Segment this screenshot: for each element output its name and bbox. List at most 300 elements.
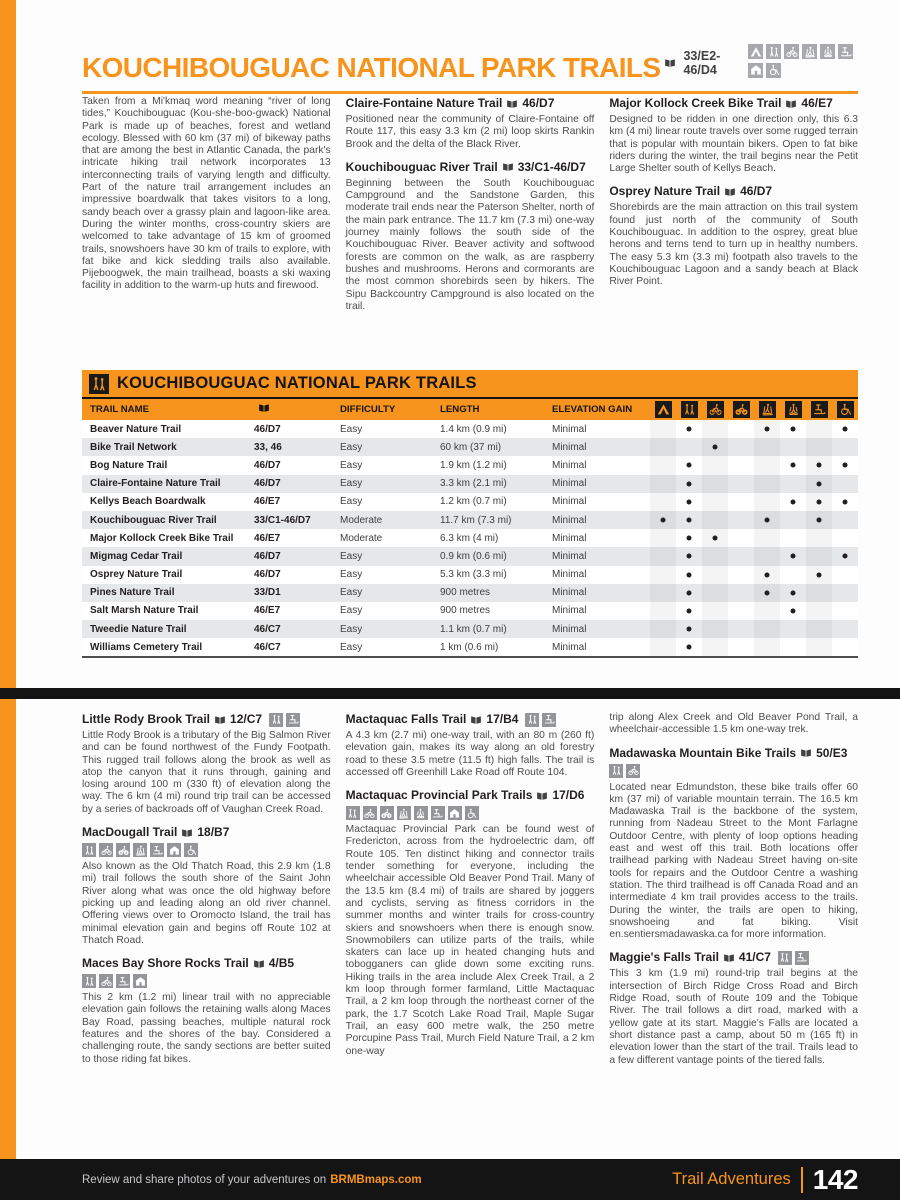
map-ref-cell: 46/C7 [254, 623, 281, 635]
article-title: Maggie's Falls Trail [609, 950, 719, 965]
article-map-ref: 46/E7 [801, 96, 833, 110]
activity-dot [791, 499, 796, 504]
trail-article [346, 712, 595, 779]
activity-cells [650, 529, 858, 547]
activity-cell [702, 475, 728, 493]
article-body: Mactaquac Provincial Park can be found west of Fredericton, across from the hydroelectric dam, off Route 105. Ten distinct hiking and connector trails tender something for everyone, including the wheelchair accessible Old Beaver Pond Trail. Many of the 13.5 km (8.4 mi) of trails are shared by joggers and cyclists, serving as fitness corridors in the summer months and winter trails for cross-country skiers and snowshoers when there is enough snow. Snowmobilers can utilize parts of the trails, while skaters can lace up in heated changing huts and tobogganers can glide down some exciting runs. Hiking trails in the area include Alex Creek Trail, a 2 km loop through former farmland, Little Mactaquac Trail, a 2 km loop through the northeast corner of the park, the 1.7 Scotch Lake Road Trail, Maple Sugar Trail, an easy 600 metre walk, the 250 metre Porcupine Pass Trail, Murch Field Nature Trail, a 2 km one-way [345, 824, 595, 1057]
article-map-ref: 12/C7 [230, 712, 263, 726]
col-header-activity-icons [650, 401, 858, 418]
cross-country-skiing-icon [397, 806, 411, 820]
left-edge-strip [0, 0, 16, 1159]
activity-cell [676, 529, 702, 547]
activity-dot [687, 481, 692, 486]
trail-name-cell: Williams Cemetery Trail [90, 641, 203, 653]
elevation-gain-cell: Minimal [552, 550, 587, 562]
text-column [82, 96, 331, 366]
activity-cell [754, 529, 780, 547]
activity-dot [791, 554, 796, 559]
activity-cell [676, 511, 702, 529]
difficulty-cell: Easy [340, 550, 363, 562]
article-title: MacDougall Trail [82, 825, 178, 840]
wheelchair-icon [465, 806, 479, 820]
activity-cell [676, 602, 702, 620]
length-cell: 3.3 km (2.1 mi) [440, 478, 507, 490]
activity-cell [676, 638, 702, 656]
article-heading [82, 825, 331, 840]
article-title: Claire-Fontaine Nature Trail [345, 96, 503, 110]
elevation-gain-cell: Minimal [552, 532, 587, 544]
activity-cell [702, 529, 728, 547]
activity-cell [702, 493, 728, 511]
activity-cell [806, 475, 832, 493]
activity-cell [806, 547, 832, 565]
activity-cell [676, 620, 702, 638]
article-heading [346, 160, 595, 175]
article-heading [609, 96, 858, 111]
activity-cell [754, 511, 780, 529]
activity-dot [843, 554, 848, 559]
table-row [82, 584, 858, 602]
activity-dot [791, 463, 796, 468]
activity-cell [702, 547, 728, 565]
trail-name-cell: Pines Nature Trail [90, 587, 175, 599]
activity-dot [817, 481, 822, 486]
article-heading [346, 96, 595, 111]
difficulty-cell: Easy [340, 423, 363, 435]
page-title: KOUCHIBOUGUAC NATIONAL PARK TRAILS [82, 52, 661, 83]
length-cell: 5.3 km (3.3 mi) [440, 569, 507, 581]
article-body: Designed to be ridden in one direction only, this 6.3 km (4 mi) linear route travels over some rugged terrain that is popular with mountain bikers. Open to fat bike riders during the winter, the trail begins near the Petit Large Shelter south of Kellys Beach. [609, 114, 858, 175]
activity-cell [832, 456, 858, 474]
activity-dot [687, 645, 692, 650]
activity-dot [791, 590, 796, 595]
table-title: KOUCHIBOUGUAC NATIONAL PARK TRAILS [117, 374, 477, 392]
text-column [346, 712, 595, 1154]
activity-cell [806, 584, 832, 602]
col-header-map [254, 402, 340, 417]
table-row [82, 475, 858, 493]
snowshoeing-icon [785, 401, 802, 418]
hiking-icon [82, 843, 96, 857]
activity-cell [806, 638, 832, 656]
elevation-gain-cell: Minimal [552, 441, 587, 453]
map-ref-cell: 46/E7 [254, 605, 281, 617]
difficulty-cell: Easy [340, 605, 363, 617]
header-map-badge [660, 44, 858, 84]
article-body: Shorebirds are the main attraction on this trail system found just north of the community of South Kouchibouguac. In addition to the osprey, great blue herons and terns tend to turn up in healthy numbers. The easy 5.3 km (3.3 mi) footpath also travels to the Kouchibouguac Lagoon and a sandy beach at Black River Point. [609, 202, 858, 288]
activity-cells [650, 638, 858, 656]
trails-table [82, 370, 858, 658]
trail-article [346, 788, 595, 1058]
page-number: 142 [812, 1163, 858, 1195]
activity-dot [687, 608, 692, 613]
table-row [82, 529, 858, 547]
activity-cell [728, 456, 754, 474]
article-heading [609, 184, 858, 199]
length-cell: 1.9 km (1.2 mi) [440, 459, 507, 471]
activity-dot [687, 590, 692, 595]
table-row [82, 438, 858, 456]
length-cell: 60 km (37 mi) [440, 441, 502, 453]
activity-cell [806, 602, 832, 620]
text-column [609, 96, 858, 366]
activity-cell [650, 602, 676, 620]
difficulty-cell: Easy [340, 441, 363, 453]
map-book-icon [799, 747, 813, 759]
article-activity-icons [269, 713, 303, 727]
article-body: Also known as the Old Thatch Road, this 2.9 km (1.8 mi) trail follows the south shore of the Saint John River along what was once the old highway before picking up and leading along an old river channel. Offering views over to Oromocto Island, the trail has minimal elevation gain and begins off Route 102 at Thatch Road. [82, 861, 331, 946]
camping-icon [748, 44, 763, 59]
header-map-ref: 33/E2-46/D4 [683, 48, 721, 77]
activity-cell [806, 620, 832, 638]
article-map-ref: 17/D6 [552, 788, 585, 803]
map-book-icon [723, 186, 737, 198]
elevation-gain-cell: Minimal [552, 496, 587, 508]
elevation-gain-cell: Minimal [552, 605, 587, 617]
biking-icon [363, 806, 377, 820]
activity-cell [754, 456, 780, 474]
kick-sledding-icon [811, 401, 828, 418]
footer-page-info [672, 1164, 858, 1196]
activity-cell [650, 529, 676, 547]
activity-cell [676, 584, 702, 602]
activity-cell [780, 602, 806, 620]
activity-cell [832, 438, 858, 456]
wheelchair-icon [184, 843, 198, 857]
activity-cell [650, 638, 676, 656]
article-body: Little Rody Brook is a tributary of the Big Salmon River and can be found northwest of the Fundy Footpath. This rugged trail follows along the brook as well as atop the canyon that it runs through, gaining and losing around 100 m (330 ft) of elevation along the way. The 6 km (4 mi) round trip trail can be accessed by a series of backroads off of Vaughan Creek Road. [82, 730, 331, 815]
activity-cell [754, 475, 780, 493]
article-map-ref: 18/B7 [197, 825, 230, 840]
col-header-trail-name: TRAIL NAME [90, 404, 149, 415]
header-activity-icons [745, 44, 858, 81]
trail-article [82, 956, 331, 1066]
col-header-elevation-gain: ELEVATION GAIN [552, 404, 633, 415]
cross-country-skiing-icon [759, 401, 776, 418]
article-activity-icons [82, 843, 331, 857]
hiking-icon [82, 974, 96, 988]
activity-dot [765, 518, 770, 523]
trail-article [609, 96, 858, 175]
trail-name-cell: Migmag Cedar Trail [90, 550, 183, 562]
map-book-icon [180, 827, 194, 839]
activity-cell [780, 420, 806, 438]
page-header [82, 44, 858, 94]
activity-cell [780, 566, 806, 584]
activity-dot [817, 499, 822, 504]
activity-cell [754, 620, 780, 638]
table-row [82, 420, 858, 438]
length-cell: 6.3 km (4 mi) [440, 532, 499, 544]
activity-dot [687, 499, 692, 504]
activity-cell [728, 493, 754, 511]
activity-cell [650, 420, 676, 438]
intro-columns [82, 96, 858, 366]
footer [0, 1159, 900, 1200]
article-body: This 2 km (1.2 mi) linear trail with no appreciable elevation gain follows the retaining walls along Maces Bay Road, passing beaches, multiple natural rock features and the shores of the bay. Considered a challenging route, the sandy sections are better suited to those riding fat bikes. [82, 992, 331, 1065]
activity-dot [817, 463, 822, 468]
activity-cells [650, 584, 858, 602]
article-body: A 4.3 km (2.7 mi) one-way trail, with an 80 m (260 ft) elevation gain, makes its way along an old forestry road to these 3.5 metre (11.5 ft) high falls. The trail is accessed off Greenhill Lake Road off Route 104. [345, 730, 595, 778]
activity-dot [687, 572, 692, 577]
activity-cell [780, 620, 806, 638]
article-map-ref: 33/C1-46/D7 [517, 159, 586, 174]
activity-cell [676, 456, 702, 474]
wheelchair-icon [837, 401, 854, 418]
table-title-band [82, 370, 858, 397]
activity-dot [817, 518, 822, 523]
activity-cell [780, 584, 806, 602]
activity-cell [728, 620, 754, 638]
difficulty-cell: Moderate [340, 532, 383, 544]
table-row [82, 602, 858, 620]
article-heading [346, 788, 595, 803]
article-body: trip along Alex Creek and Old Beaver Pond Trail, a wheelchair-accessible 1.5 km one-way trek. [609, 712, 858, 736]
activity-dot [765, 572, 770, 577]
map-book-icon [252, 958, 266, 970]
footer-tagline-text: Review and share photos of your adventures on [82, 1173, 327, 1186]
activity-cell [702, 566, 728, 584]
col-header-difficulty: DIFFICULTY [340, 404, 396, 415]
section-divider [0, 688, 900, 699]
activity-cell [676, 475, 702, 493]
activity-cell [780, 529, 806, 547]
article-map-ref: 17/B4 [486, 712, 519, 726]
fat-biking-icon [116, 843, 130, 857]
activity-cell [806, 566, 832, 584]
activity-cell [650, 620, 676, 638]
activity-cell [702, 584, 728, 602]
activity-cell [832, 529, 858, 547]
activity-cells [650, 602, 858, 620]
activity-dot [843, 499, 848, 504]
trail-article [82, 712, 331, 816]
article-heading [609, 950, 858, 965]
shelter-icon [167, 843, 181, 857]
article-heading [609, 746, 858, 761]
hiking-icon [766, 44, 781, 59]
trail-article [609, 184, 858, 288]
length-cell: 11.7 km (7.3 mi) [440, 514, 512, 526]
table-row [82, 456, 858, 474]
activity-cell [702, 456, 728, 474]
length-cell: 1.2 km (0.7 mi) [440, 496, 507, 508]
table-row [82, 620, 858, 638]
difficulty-cell: Easy [340, 459, 363, 471]
biking-icon [626, 764, 640, 778]
article-map-ref: 4/B5 [268, 956, 295, 971]
activity-cell [754, 584, 780, 602]
activity-cells [650, 438, 858, 456]
hiking-icon [609, 764, 623, 778]
elevation-gain-cell: Minimal [552, 514, 587, 526]
activity-dot [713, 536, 718, 541]
elevation-gain-cell: Minimal [552, 569, 587, 581]
activity-cell [780, 438, 806, 456]
difficulty-cell: Moderate [340, 514, 383, 526]
activity-cell [832, 511, 858, 529]
activity-cell [832, 584, 858, 602]
activity-cells [650, 547, 858, 565]
activity-dot [687, 554, 692, 559]
article-title: Maces Bay Shore Rocks Trail [82, 956, 249, 971]
map-book-icon [257, 402, 271, 414]
text-column [346, 96, 595, 366]
activity-cell [650, 456, 676, 474]
activity-dot [791, 608, 796, 613]
activity-cell [780, 547, 806, 565]
map-book-icon [784, 98, 798, 110]
article-body: Located near Edmundston, these bike trails offer 60 km (37 mi) of variable mountain terrain. The 16.5 km Madawaska Trail is the backbone of the system, running from Nadeau Street to the Mont Farlagne Outdoor Centre, with plenty of loop options heading east and west off this trail. Both locations offer trailhead parking with Nadeau Street having on-site tools for repairs and the Outdoor Centre a washing station. The third trailhead is off Canada Road and an intermediate 4 km trail provides access to the trails. During the winter, the trails are open to hiking, snowshoeing and fat biking. Visit en.sentiersmadawaska.ca for more information. [609, 781, 858, 941]
trail-name-cell: Claire-Fontaine Nature Trail [90, 478, 221, 490]
activity-cell [754, 638, 780, 656]
activity-cell [702, 620, 728, 638]
article-title: Mactaquac Provincial Park Trails [345, 788, 533, 803]
map-ref-cell: 46/E7 [254, 532, 281, 544]
trail-article [82, 96, 331, 293]
biking-icon [784, 44, 799, 59]
kick-sledding-icon [286, 713, 300, 727]
map-ref-cell: 46/E7 [254, 496, 281, 508]
activity-cell [780, 638, 806, 656]
activity-cell [702, 511, 728, 529]
text-column [609, 712, 858, 1154]
activity-cell [650, 584, 676, 602]
article-title: Osprey Nature Trail [609, 184, 721, 199]
difficulty-cell: Easy [340, 623, 363, 635]
table-row [82, 493, 858, 511]
map-book-icon [722, 952, 736, 964]
activity-cell [650, 566, 676, 584]
hiking-icon [681, 401, 698, 418]
activity-dot [765, 427, 770, 432]
activity-cell [702, 638, 728, 656]
hiking-icon [525, 713, 539, 727]
activity-cell [728, 584, 754, 602]
activity-cell [806, 456, 832, 474]
length-cell: 900 metres [440, 587, 491, 599]
activity-dot [817, 572, 822, 577]
activity-cell [780, 456, 806, 474]
activity-cell [702, 438, 728, 456]
map-ref-cell: 46/D7 [254, 423, 281, 435]
wheelchair-icon [766, 63, 781, 78]
activity-cell [650, 475, 676, 493]
difficulty-cell: Easy [340, 496, 363, 508]
activity-dot [687, 536, 692, 541]
hiking-icon [346, 806, 360, 820]
article-heading [82, 956, 331, 971]
footer-tagline [82, 1174, 422, 1186]
activity-cell [806, 438, 832, 456]
activity-cell [780, 511, 806, 529]
table-row [82, 547, 858, 565]
activity-cell [728, 566, 754, 584]
article-title: Kouchibouguac River Trail [345, 159, 498, 174]
activity-cell [832, 547, 858, 565]
kick-sledding-icon [150, 843, 164, 857]
activity-cells [650, 620, 858, 638]
kick-sledding-icon [116, 974, 130, 988]
article-title: Madawaska Mountain Bike Trails [609, 745, 797, 760]
article-map-ref: 50/E3 [816, 745, 848, 760]
hiking-icon [269, 713, 283, 727]
activity-cell [676, 420, 702, 438]
article-activity-icons [525, 713, 559, 727]
activity-cell [728, 438, 754, 456]
camping-icon [655, 401, 672, 418]
kick-sledding-icon [542, 713, 556, 727]
trail-name-cell: Beaver Nature Trail [90, 423, 182, 435]
cross-country-skiing-icon [133, 843, 147, 857]
trail-name-cell: Tweedie Nature Trail [90, 623, 187, 635]
kick-sledding-icon [795, 951, 809, 965]
difficulty-cell: Easy [340, 478, 363, 490]
activity-cells [650, 493, 858, 511]
article-heading [346, 712, 595, 727]
trail-article [346, 160, 595, 313]
activity-dot [843, 427, 848, 432]
activity-cell [728, 547, 754, 565]
map-book-icon [469, 714, 483, 726]
trail-name-cell: Kouchibouguac River Trail [90, 514, 217, 526]
activity-cell [650, 511, 676, 529]
activity-cell [650, 547, 676, 565]
map-ref-cell: 46/D7 [254, 478, 281, 490]
footer-divider [801, 1167, 803, 1193]
activity-cell [676, 566, 702, 584]
activity-cell [754, 602, 780, 620]
table-row [82, 638, 858, 656]
activity-cells [650, 420, 858, 438]
activity-cell [832, 620, 858, 638]
activity-cells [650, 566, 858, 584]
trail-article [609, 746, 858, 942]
activity-cell [780, 475, 806, 493]
article-activity-icons [346, 806, 595, 820]
trail-name-cell: Osprey Nature Trail [90, 569, 183, 581]
difficulty-cell: Easy [340, 569, 363, 581]
map-ref-cell: 33, 46 [254, 441, 282, 453]
activity-dot [843, 463, 848, 468]
activity-cell [806, 493, 832, 511]
trail-name-cell: Salt Marsh Nature Trail [90, 605, 199, 617]
activity-dot [687, 427, 692, 432]
article-title: Little Rody Brook Trail [82, 712, 211, 726]
activity-cell [832, 602, 858, 620]
article-body: This 3 km (1.9 mi) round-trip trail begins at the intersection of Birch Ridge Cross Road and Birch Ridge Road, south of Route 109 and the Tobique River. The trail follows a dirt road, marked with a yellow gate at its start. Maggie's Falls are located a short distance past a camp, about 50 m (165 ft) in elevation lower than the start of the trail. Trails lead to a few different vantage points of the tiered falls. [609, 968, 858, 1066]
text-column [82, 712, 331, 1154]
shelter-icon [133, 974, 147, 988]
kick-sledding-icon [838, 44, 853, 59]
article-map-ref: 46/D7 [740, 184, 773, 199]
activity-cell [650, 438, 676, 456]
length-cell: 1 km (0.6 mi) [440, 641, 499, 653]
map-book-icon [501, 161, 515, 173]
activity-cell [754, 566, 780, 584]
length-cell: 1.4 km (0.9 mi) [440, 423, 507, 435]
activity-dot [687, 518, 692, 523]
activity-cell [702, 602, 728, 620]
biking-icon [99, 974, 113, 988]
snowshoeing-icon [820, 44, 835, 59]
map-ref-cell: 46/D7 [254, 550, 281, 562]
elevation-gain-cell: Minimal [552, 478, 587, 490]
activity-cell [832, 638, 858, 656]
activity-cell [676, 547, 702, 565]
trail-name-cell: Kellys Beach Boardwalk [90, 496, 206, 508]
map-ref-cell: 33/C1-46/D7 [254, 514, 311, 526]
